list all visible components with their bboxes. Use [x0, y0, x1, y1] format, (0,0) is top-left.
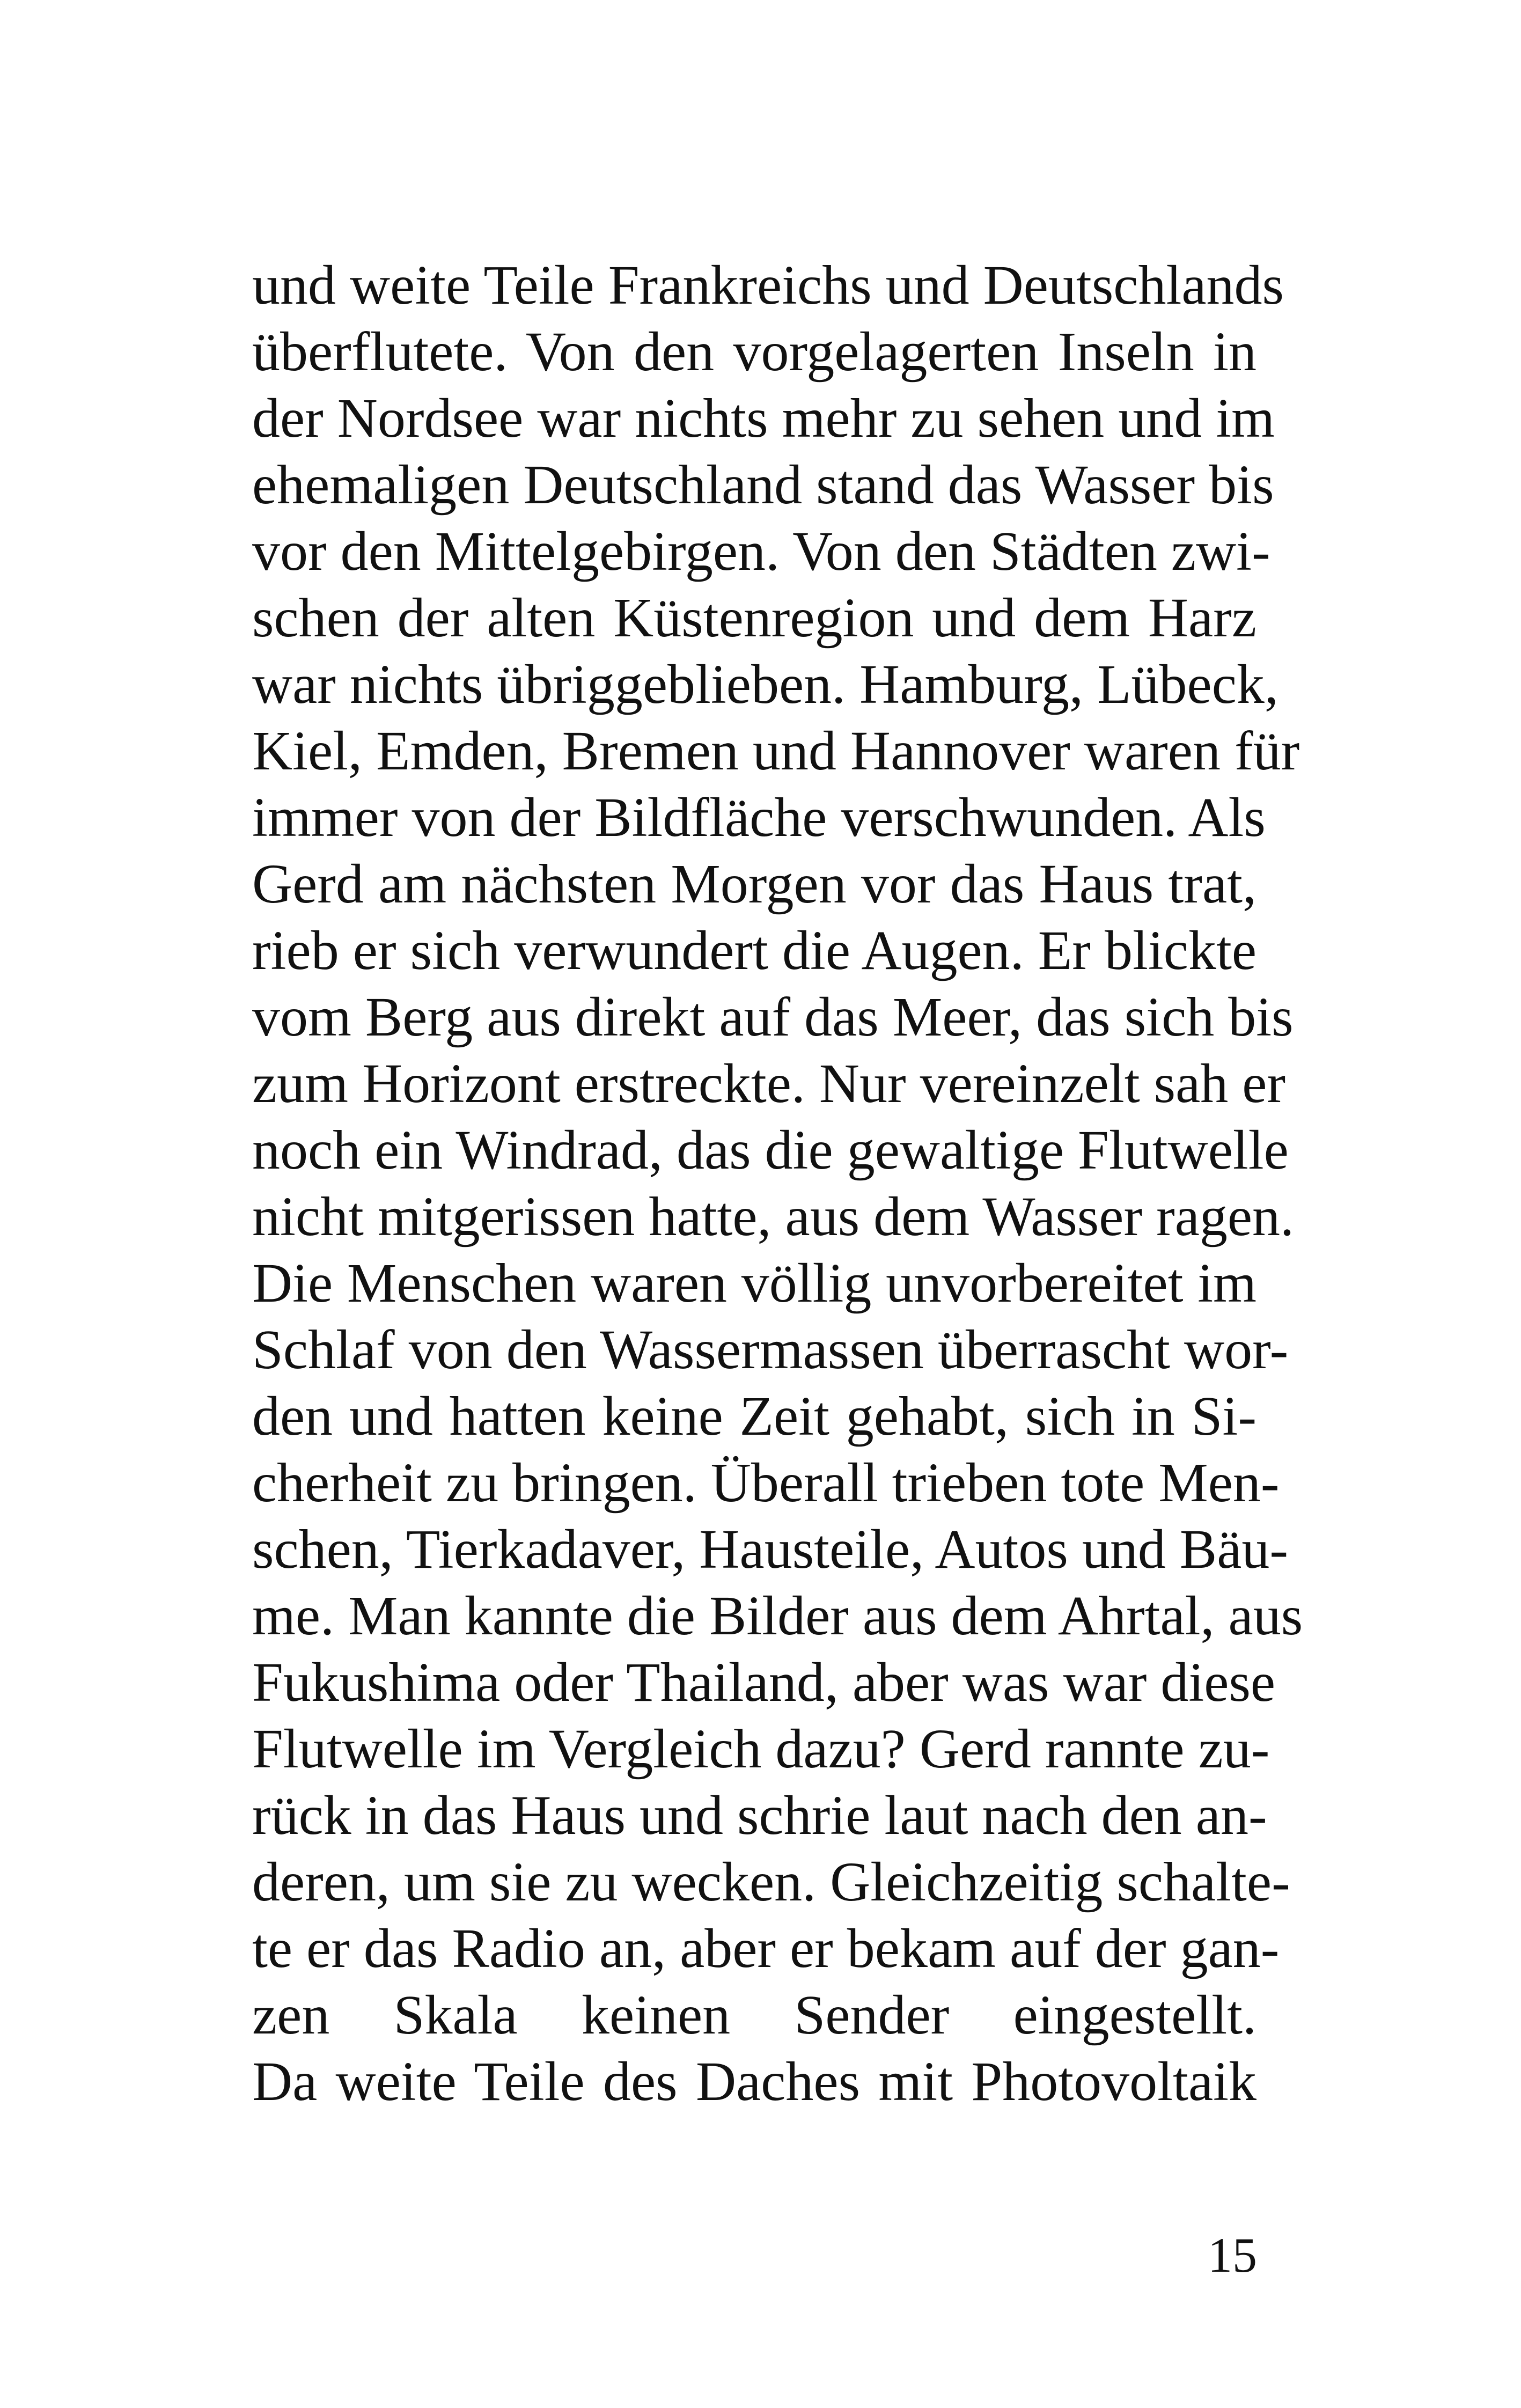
text-line: Fukushima oder Thailand, aber was war diese: [252, 1651, 1276, 1713]
text-line: rieb er sich verwundert die Augen. Er blickte: [252, 920, 1257, 981]
text-line: me. Man kannte die Bilder aus dem Ahrtal, aus: [252, 1585, 1303, 1647]
text-line: zum Horizont erstreckte. Nur vereinzelt sah er: [252, 1053, 1286, 1114]
text-line: immer von der Bildfläche verschwunden. Als: [252, 787, 1266, 848]
text-line: Die Menschen waren völlig unvorbereitet im: [252, 1252, 1257, 1314]
text-line: Flutwelle im Vergleich dazu? Gerd rannte zu-: [252, 1718, 1270, 1780]
text-line: rück in das Haus und schrie laut nach den an-: [252, 1785, 1267, 1846]
text-line: Da weite Teile des Daches mit Photovoltaik: [252, 2051, 1257, 2112]
text-line: den und hatten keine Zeit gehabt, sich in Si-: [252, 1385, 1257, 1447]
text-line: ehemaligen Deutschland stand das Wasser bis: [252, 454, 1274, 516]
text-line: der Nordsee war nichts mehr zu sehen und im: [252, 387, 1275, 449]
text-line: te er das Radio an, aber er bekam auf der gan-: [252, 1918, 1280, 1979]
text-line: noch ein Windrad, das die gewaltige Flutwelle: [252, 1119, 1289, 1181]
page-number: 15: [1208, 2228, 1257, 2282]
text-line: zen Skala keinen Sender eingestellt.: [252, 1984, 1257, 2046]
text-line: Gerd am nächsten Morgen vor das Haus trat,: [252, 853, 1257, 915]
text-line: deren, um sie zu wecken. Gleichzeitig schalte-: [252, 1851, 1290, 1913]
text-line: vor den Mittelgebirgen. Von den Städten zwi-: [252, 520, 1270, 582]
text-line: Kiel, Emden, Bremen und Hannover waren für: [252, 720, 1300, 782]
text-line: Schlaf von den Wassermassen überrascht wor-: [252, 1319, 1289, 1381]
text-line: war nichts übriggeblieben. Hamburg, Lübeck,: [252, 654, 1278, 715]
text-line: vom Berg aus direkt auf das Meer, das sich bis: [252, 986, 1294, 1048]
text-line: schen, Tierkadaver, Hausteile, Autos und Bäu-: [252, 1518, 1289, 1580]
text-line: nicht mitgerissen hatte, aus dem Wasser ragen.: [252, 1186, 1295, 1247]
text-line: cherheit zu bringen. Überall trieben tote Men-: [252, 1452, 1280, 1514]
text-line: schen der alten Küstenregion und dem Harz: [252, 587, 1257, 649]
body-text: [252, 252, 1303, 2115]
text-line: und weite Teile Frankreichs und Deutschlands: [252, 254, 1284, 316]
text-line: überflutete. Von den vorgelagerten Inseln in: [252, 321, 1257, 383]
